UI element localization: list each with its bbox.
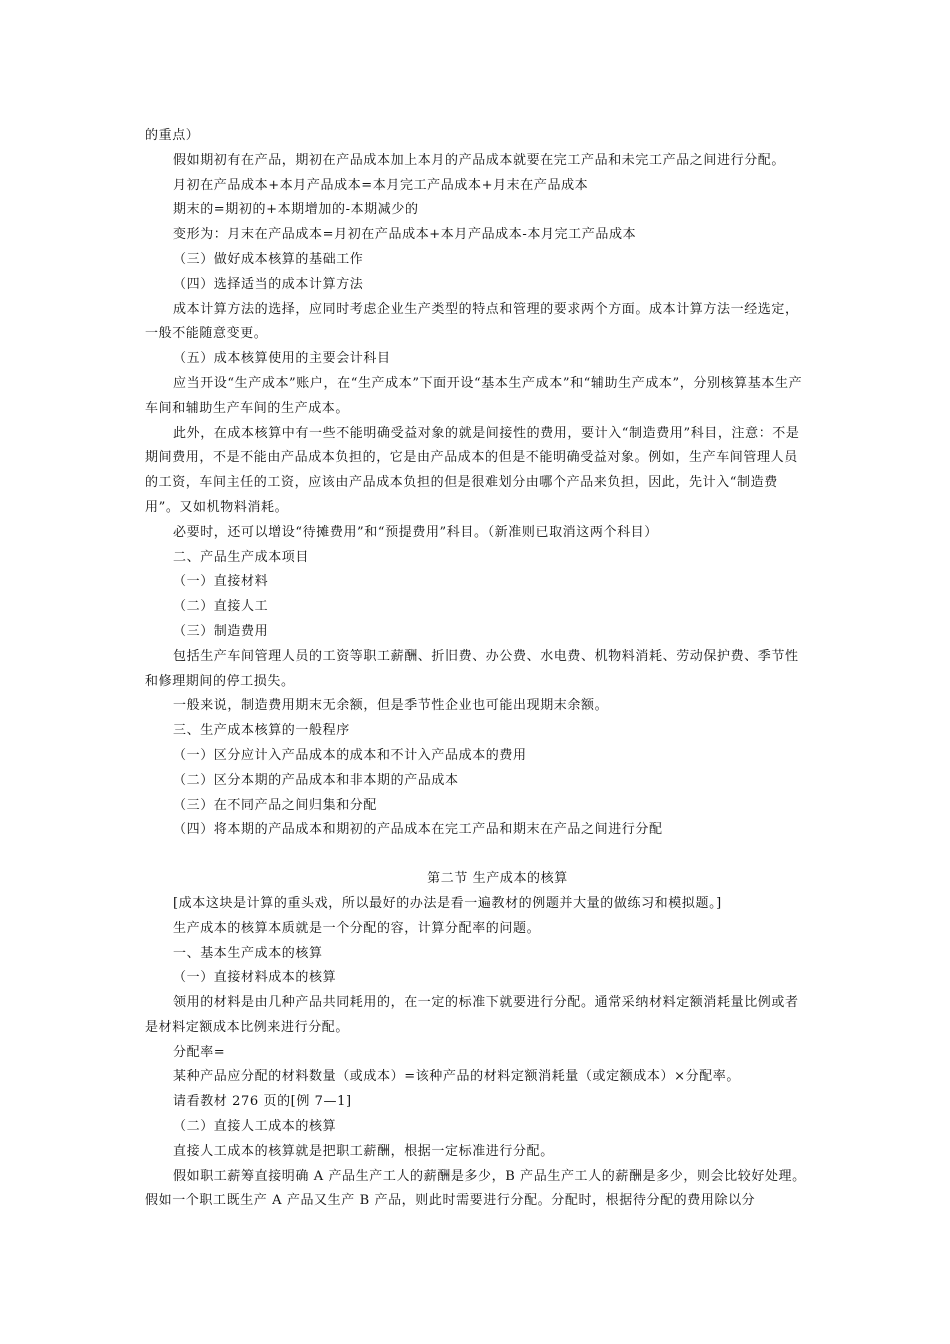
section-title: 第二节 生产成本的核算 — [427, 871, 568, 887]
paragraph: 假如期初有在产品，期初在产品成本加上本月的产品成本就要在完工产品和未完工产品之间进行分配。 — [173, 152, 786, 168]
paragraph: 期末的=期初的+本期增加的-本期减少的 — [173, 202, 419, 218]
paragraph: 生产成本的核算本质就是一个分配的容，计算分配率的问题。 — [173, 920, 541, 936]
paragraph: 变形为：月末在产品成本=月初在产品成本+本月产品成本-本月完工产品成本 — [173, 227, 637, 243]
paragraph: 假如职工薪筹直接明确 A 产品生产工人的薪酬是多少，B 产品生产工人的薪酬是多少，则会比较好处理。假如一个职工既生产 A 产品又生产 B 产品，则此时需要进行分配。分配时，根据待分配的费用除以分 — [145, 1168, 806, 1209]
document-body — [145, 124, 810, 1214]
paragraph: （一）直接材料成本的核算 — [173, 970, 337, 986]
paragraph: 一般来说，制造费用期末无余额，但是季节性企业也可能出现期末余额。 — [173, 698, 609, 714]
paragraph: （一）直接材料 — [173, 574, 269, 590]
paragraph: （一）区分应计入产品成本的成本和不计入产品成本的费用 — [173, 747, 527, 763]
paragraph: （四）选择适当的成本计算方法 — [173, 276, 364, 292]
paragraph: 的重点） — [145, 128, 200, 143]
section-two-text — [145, 892, 810, 1214]
paragraph: （三）在不同产品之间归集和分配 — [173, 797, 378, 813]
paragraph: （二）直接人工成本的核算 — [173, 1119, 337, 1135]
paragraph: （二）区分本期的产品成本和非本期的产品成本 — [173, 772, 459, 788]
paragraph: （四）将本期的产品成本和期初的产品成本在完工产品和期末在产品之间进行分配 — [173, 822, 663, 838]
paragraph: 二、产品生产成本项目 — [173, 549, 310, 565]
paragraph: 三、生产成本核算的一般程序 — [173, 723, 350, 739]
paragraph: （三）制造费用 — [173, 623, 269, 639]
paragraph: 此外，在成本核算中有一些不能明确受益对象的就是间接性的费用，要计入“制造费用”科目，注意：不是期间费用，不是不能由产品成本负担的，它是由产品成本的但是不能明确受益对象。例如，生产车间管理人员的工资，车间主任的工资，应该由产品成本负担的但是很难划分由哪个产品来负担，因此，先计入“制造费用”。又如机物料消耗。 — [145, 425, 800, 515]
paragraph: （二）直接人工 — [173, 599, 269, 615]
paragraph: 请看教材 276 页的[例 7—1] — [173, 1094, 352, 1110]
paragraph: （五）成本核算使用的主要会计科目 — [173, 351, 391, 367]
paragraph: 成本计算方法的选择，应同时考虑企业生产类型的特点和管理的要求两个方面。成本计算方法一经选定，一般不能随意变更。 — [145, 301, 799, 342]
paragraph: 必要时，还可以增设“待摊费用”和“预提费用”科目。（新准则已取消这两个科目） — [173, 524, 658, 540]
paragraph: 领用的材料是由几种产品共同耗用的，在一定的标准下就要进行分配。通常采纳材料定额消耗量比例或者是材料定额成本比例来进行分配。 — [145, 995, 799, 1035]
paragraph: 某种产品应分配的材料数量（或成本）=该种产品的材料定额消耗量（或定额成本）×分配率。 — [173, 1069, 740, 1085]
paragraph: 分配率= — [173, 1044, 226, 1060]
paragraph: 月初在产品成本+本月产品成本=本月完工产品成本+月末在产品成本 — [173, 177, 589, 193]
paragraph: [成本这块是计算的重头戏，所以最好的办法是看一遍教材的例题并大量的做练习和模拟题。] — [173, 895, 722, 911]
paragraph: （三）做好成本核算的基础工作 — [173, 251, 364, 267]
paragraph: 应当开设“生产成本”账户，在“生产成本”下面开设“基本生产成本”和“辅助生产成本”，分别核算基本生产车间和辅助生产车间的生产成本。 — [145, 375, 803, 416]
paragraph: 包括生产车间管理人员的工资等职工薪酬、折旧费、办公费、水电费、机物料消耗、劳动保护费、季节性和修理期间的停工损失。 — [145, 648, 799, 689]
paragraph: 一、基本生产成本的核算 — [173, 945, 323, 961]
section-one-text — [145, 124, 810, 843]
paragraph: 直接人工成本的核算就是把职工薪酬，根据一定标准进行分配。 — [173, 1143, 554, 1159]
